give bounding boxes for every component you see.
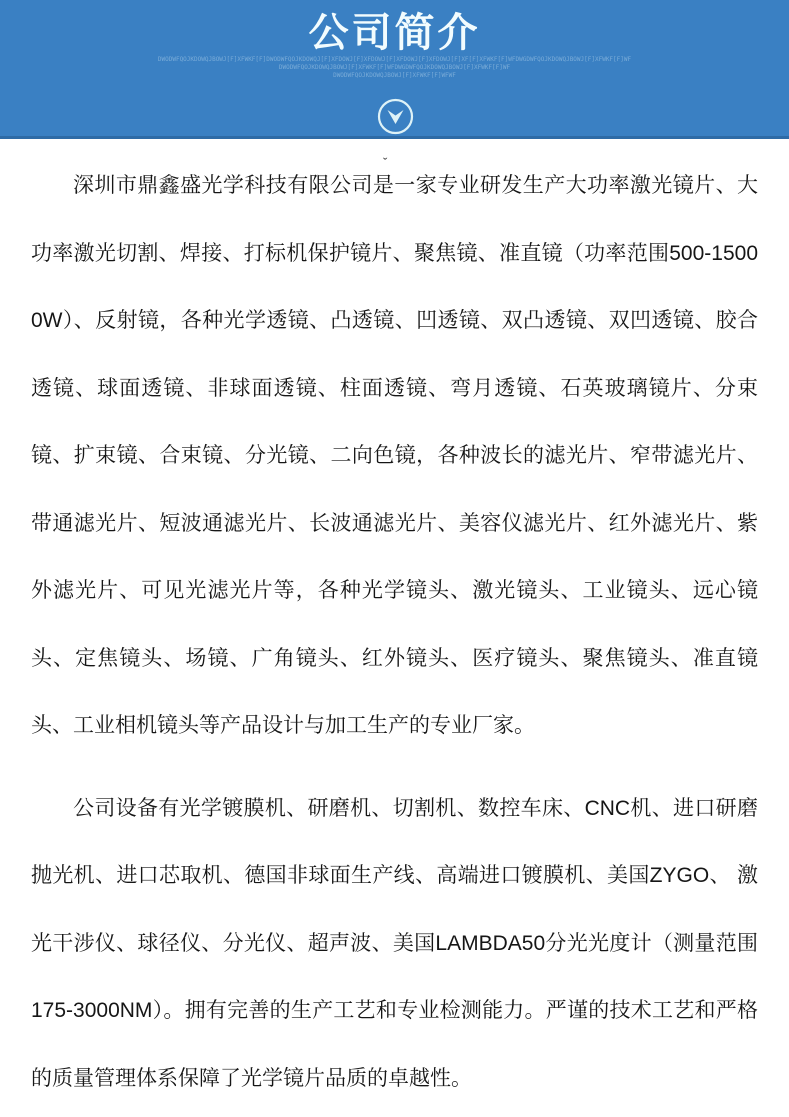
watermark-text — [0, 56, 789, 80]
company-description — [0, 139, 789, 1112]
watermark-line: DWODWFQOJKDOWQJBOWJ[F]XFWKF[F]WFWF — [333, 72, 456, 79]
paragraph-equipment: 公司设备有光学镀膜机、研磨机、切割机、数控车床、CNC机、进口研磨抛光机、进口芯取机、德国非球面生产线、高端进口镀膜机、美国ZYGO、 激光干涉仪、球径仪、分光仪、超声波、美国LAMBDA50分光光度计（测量范围175-3000NM）。拥有完善的生产工艺和专业检测能力。严谨的技术工艺和严格的质量管理体系保障了光学镜片品质的卓越性。 — [31, 796, 758, 1090]
watermark-line: DWODWFQOJKDOWQJBOWJ[F]XFWKF[F]WFDWGDWFQOJKDOWQJBOWJ[F]XFWKF[F]WF — [278, 64, 511, 71]
stray-mark: ˇ — [383, 155, 388, 170]
page-title: 公司简介 — [308, 11, 481, 55]
paragraph-products: 深圳市鼎鑫盛光学科技有限公司是一家专业研发生产大功率激光镜片、大功率激光切割、焊接、打标机保护镜片、聚焦镜、准直镜（功率范围500-15000W）、反射镜，各种光学透镜、凸透镜、凹透镜、双凸透镜、双凹透镜、胶合透镜、球面透镜、非球面透镜、柱面透镜、弯月透镜、石英玻璃镜片、分束镜、扩束镜、合束镜、分光镜、二向色镜，各种波长的滤光片、窄带滤光片、带通滤光片、短波通滤光片、长波通滤光片、美容仪滤光片、红外滤光片、紫外滤光片、可见光滤光片等，各种光学镜头、激光镜头、工业镜头、远心镜头、定焦镜头、场镜、广角镜头、红外镜头、医疗镜头、聚焦镜头、准直镜头、工业相机镜头等产品设计与加工生产的专业厂家。 — [31, 174, 758, 737]
watermark-line: DWODWFQOJKDOWQJBOWJ[F]XFWKF[F]DWODWFQOJKDOWQJ[F]XFDOWJ[F]XFDOWJ[F]XFDOWJ[F]XFDOWJ[F]XF[F]XFWKF[F]WFDWGDWFQOJKDOWQJBOWJ[F]XFWKF[F]WF — [157, 56, 632, 63]
chevron-down-icon[interactable] — [377, 98, 414, 135]
banner — [0, 0, 789, 139]
